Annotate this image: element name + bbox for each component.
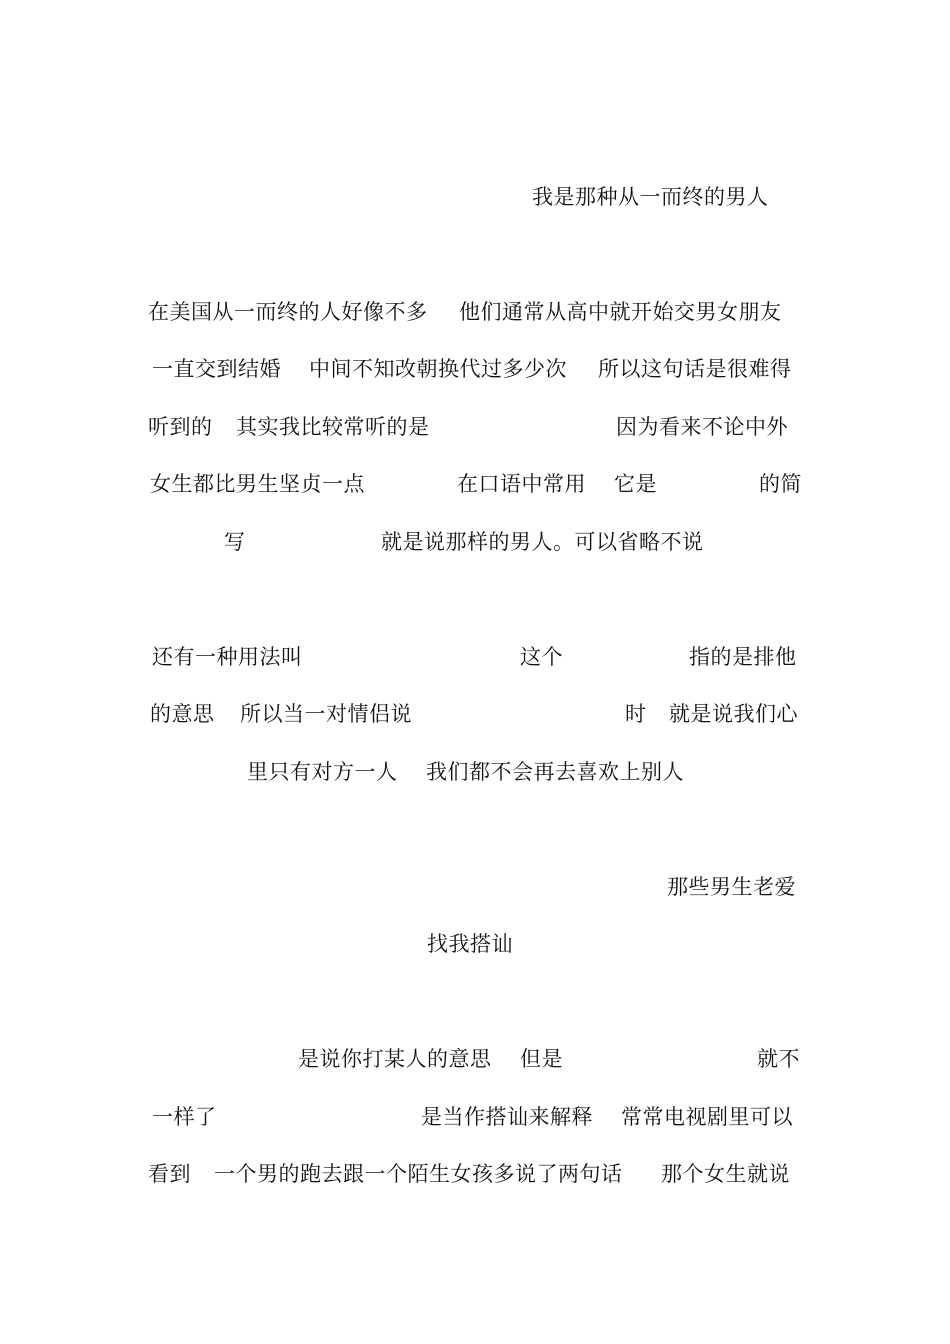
text-segment: 就是说那样的男人。可以省略不说 — [381, 530, 704, 554]
text-segment: 就不 — [757, 1047, 800, 1071]
text-segment: 在美国从一而终的人好像不多 — [148, 300, 428, 324]
text-segment: 因为看来不论中外 — [616, 415, 788, 439]
document-title: 我是那种从一而终的男人 — [532, 185, 769, 209]
text-segment: 找我搭讪 — [427, 932, 513, 956]
text-segment: 里只有对方一人 — [247, 760, 398, 784]
text-segment: 写 — [224, 530, 246, 554]
text-segment: 常常电视剧里可以 — [621, 1105, 793, 1129]
text-segment: 中间不知改朝换代过多少次 — [309, 357, 567, 381]
text-segment: 那个女生就说 — [661, 1162, 790, 1186]
text-segment: 听到的 — [148, 415, 213, 439]
text-segment: 所以这句话是很难得 — [598, 357, 792, 381]
text-segment: 其实我比较常听的是 — [236, 415, 430, 439]
text-segment: 看到 — [148, 1162, 191, 1186]
text-segment: 一个男的跑去跟一个陌生女孩多说了两句话 — [214, 1162, 623, 1186]
text-segment: 的简 — [759, 472, 802, 496]
text-segment: 女生都比男生坚贞一点 — [150, 472, 365, 496]
text-segment: 所以当一对情侣说 — [240, 702, 412, 726]
text-segment: 但是 — [520, 1047, 563, 1071]
text-segment: 就是说我们心 — [669, 702, 798, 726]
text-segment: 是说你打某人的意思 — [298, 1047, 492, 1071]
text-segment: 的意思 — [150, 702, 215, 726]
text-segment: 还有一种用法叫 — [152, 645, 303, 669]
text-segment: 那些男生老爱 — [667, 875, 796, 899]
text-segment: 在口语中常用 — [457, 472, 586, 496]
text-segment: 一直交到结婚 — [152, 357, 281, 381]
text-segment: 这个 — [520, 645, 563, 669]
text-segment: 是当作搭讪来解释 — [421, 1105, 593, 1129]
text-segment: 时 — [625, 702, 647, 726]
text-segment: 他们通常从高中就开始交男女朋友 — [459, 300, 782, 324]
text-segment: 它是 — [614, 472, 657, 496]
text-segment: 我们都不会再去喜欢上别人 — [426, 760, 684, 784]
text-segment: 指的是排他 — [689, 645, 797, 669]
text-segment: 一样了 — [152, 1105, 217, 1129]
